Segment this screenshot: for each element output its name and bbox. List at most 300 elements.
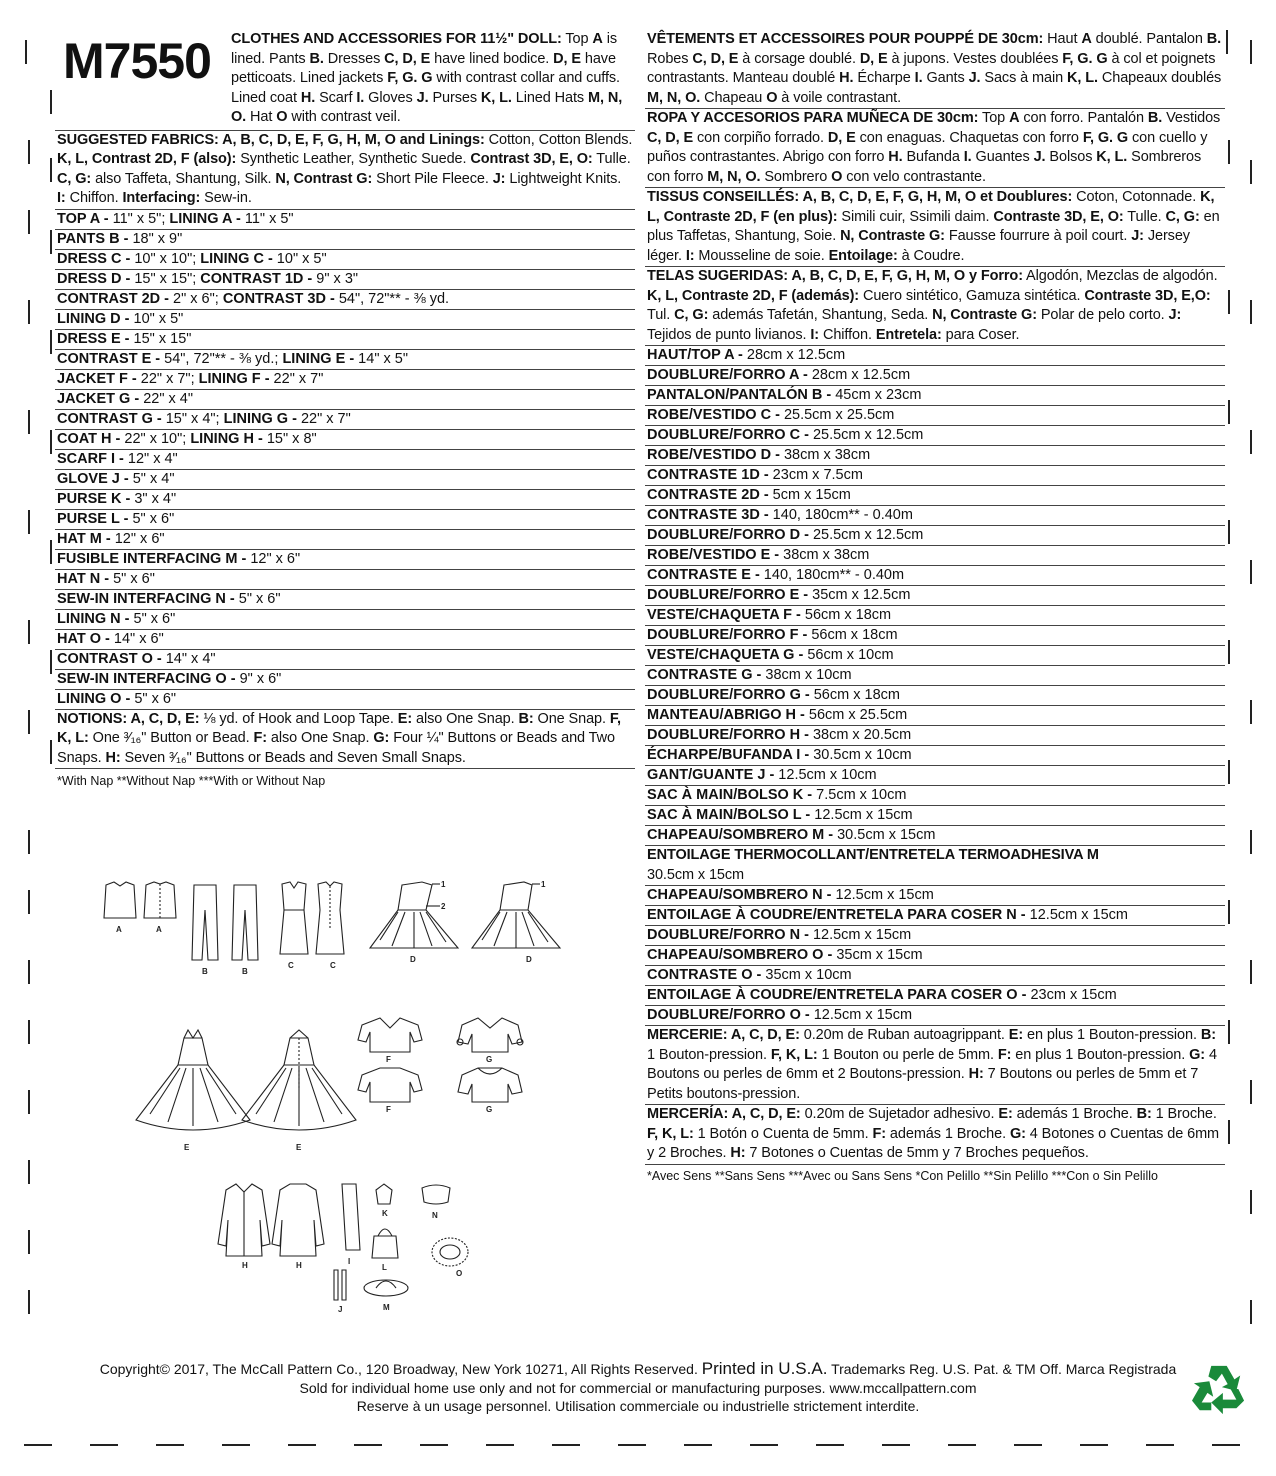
- fr-intro-part: D, E: [859, 50, 888, 67]
- margin-mark: [1228, 290, 1230, 314]
- purse-k: [376, 1184, 392, 1204]
- margin-mark: [28, 410, 30, 434]
- yardage-part: DOUBLURE/FORRO N -: [647, 927, 809, 943]
- margin-mark: [50, 230, 52, 254]
- yardage-part: 5" x 6": [129, 610, 176, 627]
- dress-c-back: [316, 882, 344, 954]
- yardage-part: SCARF I -: [57, 450, 124, 467]
- fr-fabrics-part: Coton, Cotonnade.: [1072, 189, 1201, 205]
- yardage-part: CONTRAST 1D -: [200, 270, 313, 287]
- es-fabrics-part: K, L, Contraste 2D, F (además):: [647, 287, 860, 304]
- yardage-part: 11" x 5";: [108, 210, 170, 227]
- yardage-part: 28cm x 12.5cm: [742, 347, 846, 363]
- yardage-part: CONTRAST G -: [57, 410, 162, 427]
- yardage-part: ROBE/VESTIDO C -: [647, 407, 780, 423]
- yardage-part: PANTS B -: [57, 230, 129, 247]
- yardage-part: 54", 72"** - ⅜ yd.;: [160, 350, 283, 367]
- yardage-part: 140, 180cm** - 0.40m: [759, 567, 905, 583]
- suggested-fabrics-part: Chiffon.: [65, 190, 123, 206]
- yardage-part: 14" x 6": [109, 630, 164, 647]
- yardage-part: MANTEAU/ABRIGO H -: [647, 707, 805, 723]
- fr-intro-part: Chapeau: [700, 89, 767, 106]
- notions-part: Seven ³⁄₁₆" Buttons or Beads and Seven Small Snaps.: [120, 749, 466, 766]
- entoilage-m: [645, 845, 1225, 885]
- margin-mark: [1250, 1190, 1252, 1214]
- margin-mark: [28, 890, 30, 914]
- fr-fabrics-part: C, G:: [1165, 208, 1200, 225]
- yardage-row: [645, 465, 1225, 485]
- fr-fabrics-part: Simili cuir, Ssimili daim.: [837, 208, 994, 225]
- suggested-fabrics-part: I:: [57, 190, 66, 206]
- label-e-2: E: [296, 1143, 302, 1152]
- cut-dash: [90, 1444, 118, 1446]
- fr-notions-part: B:: [1200, 1027, 1216, 1043]
- fr-notions-part: F, K, L:: [770, 1046, 818, 1063]
- left-column: [55, 30, 635, 793]
- yardage-part: 12.5cm x 15cm: [1025, 907, 1128, 923]
- yardage-part: ÉCHARPE/BUFANDA I -: [647, 747, 810, 763]
- fr-fabrics-part: à Coudre.: [897, 247, 965, 264]
- yardage-part: 38cm x 38cm: [779, 447, 871, 463]
- es-fabrics-part: Contraste 3D, E,O:: [1084, 287, 1211, 304]
- fr-notions-part: 1 Bouton-pression.: [647, 1046, 771, 1063]
- margin-mark: [50, 330, 52, 354]
- yardage-part: LINING A -: [169, 210, 241, 227]
- yardage-part: DOUBLURE/FORRO O -: [647, 1007, 810, 1023]
- intro-description-part: F, G. G: [387, 70, 433, 86]
- margin-mark: [50, 540, 52, 564]
- es-intro: [645, 108, 1225, 187]
- cut-dash: [1212, 1444, 1240, 1446]
- margin-mark: [1250, 830, 1252, 854]
- yardage-part: 38cm x 38cm: [779, 547, 870, 563]
- margin-mark: [1228, 1020, 1230, 1044]
- es-fabrics-part: Tejidos de punto livianos.: [647, 326, 811, 343]
- yardage-part: CONTRASTE O -: [647, 967, 762, 983]
- yardage-part: CONTRASTE 1D -: [647, 467, 769, 483]
- fr-intro-part: Robes: [647, 50, 693, 67]
- yardage-part: CONTRASTE E -: [647, 567, 760, 583]
- yardage-part: LINING C -: [200, 250, 273, 267]
- yardage-part: LINING O -: [57, 690, 131, 707]
- fr-fabrics-part: Fausse fourrure à poil court.: [944, 228, 1132, 244]
- es-intro-part: J.: [1033, 149, 1046, 165]
- margin-mark: [1250, 300, 1252, 324]
- margin-mark: [1226, 30, 1228, 54]
- yardage-row: [55, 429, 635, 449]
- notions-part: H:: [105, 749, 121, 766]
- es-fabrics-part: Entretela:: [875, 326, 942, 343]
- es-fabrics-part: Cuero sintético, Gamuza sintética.: [859, 287, 1085, 304]
- label-l: L: [382, 1263, 387, 1272]
- right-column: [645, 30, 1225, 1187]
- yardage-part: 14" x 5": [354, 350, 408, 367]
- fr-intro: [645, 30, 1225, 108]
- pattern-number: M7550: [63, 33, 211, 89]
- yardage-part: CONTRAST 3D -: [222, 290, 335, 307]
- top-a-front: [104, 882, 136, 918]
- yardage-part: 7.5cm x 10cm: [812, 787, 907, 803]
- yardage-part: 5" x 6": [109, 570, 155, 587]
- yardage-part: 12" x 6": [110, 530, 165, 547]
- yardage-row: [645, 885, 1225, 905]
- es-intro-part: Bufanda: [902, 149, 964, 165]
- intro-description-part: with contrast veil.: [287, 109, 401, 125]
- hat-n: [422, 1185, 450, 1204]
- yardage-part: COAT H -: [57, 430, 121, 447]
- fr-notions-part: 4 Boutons ou perles de 6mm et 2 Boutons-pression.: [647, 1046, 1217, 1082]
- yardage-part: GLOVE J -: [57, 470, 129, 487]
- yardage-part: LINING D -: [57, 310, 130, 327]
- fr-fabrics-part: Entoilage:: [828, 247, 898, 264]
- es-intro-part: con enaguas. Chaquetas con forro: [855, 129, 1083, 146]
- es-intro-part: H.: [888, 149, 903, 165]
- intro-description-part: have lined bodice.: [430, 50, 554, 67]
- yardage-part: 38cm x 10cm: [761, 667, 852, 683]
- notions-part: also One Snap.: [266, 730, 374, 746]
- yardage-part: 9" x 6": [235, 670, 282, 687]
- notions-part: NOTIONS: A, C, D, E:: [57, 710, 200, 727]
- home-use-notice-fr: Reserve à un usage personnel. Utilisation commerciale ou industrielle strictement interdite.: [356, 1398, 920, 1414]
- yardage-part: ROBE/VESTIDO D -: [647, 447, 780, 463]
- fr-notions-part: E:: [1008, 1027, 1024, 1043]
- yardage-row: [645, 545, 1225, 565]
- jacket-f-back: [358, 1068, 422, 1102]
- suggested-fabrics-part: SUGGESTED FABRICS: A, B, C, D, E, F, G, H, M, O and Linings:: [57, 131, 485, 148]
- label-h: H: [242, 1261, 248, 1270]
- yardage-part: 25.5cm x 25.5cm: [779, 407, 895, 423]
- yardage-part: DOUBLURE/FORRO F -: [647, 627, 808, 643]
- trademark-text: Trademarks Reg. U.S. Pat. & TM Off. Marca Registrada: [831, 1361, 1177, 1377]
- intro-description-part: is lined. Pants: [231, 31, 617, 67]
- fr-fabrics-part: N, Contraste G:: [840, 228, 945, 244]
- suggested-fabrics-part: K, L, Contrast 2D, F (also):: [57, 151, 237, 167]
- yardage-part: 56cm x 18cm: [807, 627, 898, 643]
- yardage-row: [55, 689, 635, 709]
- fr-intro-part: J.: [968, 70, 981, 86]
- gloves-j: [334, 1270, 346, 1300]
- es-intro-part: K, L.: [1096, 149, 1128, 165]
- fr-notions-part: MERCERIE: A, C, D, E:: [647, 1027, 800, 1043]
- yardage-part: LINING N -: [57, 610, 130, 627]
- scarf-i: [342, 1184, 360, 1250]
- yardage-part: 140, 180cm** - 0.40m: [768, 507, 913, 523]
- yardage-part: 15" x 15": [129, 330, 192, 347]
- label-2: 2: [441, 902, 446, 911]
- fr-fabrics-part: Mousseline de soie.: [694, 247, 829, 264]
- intro-description-part: C, D, E: [384, 50, 431, 67]
- es-intro-part: B.: [1147, 110, 1163, 126]
- yardage-part: 54", 72"** - ⅜ yd.: [334, 290, 450, 307]
- suggested-fabrics-part: Cotton, Cotton Blends.: [484, 131, 633, 148]
- margin-mark: [1250, 40, 1252, 64]
- yardage-row: [55, 529, 635, 549]
- metric-yardage-list-2: [645, 885, 1225, 1025]
- yardage-part: 15" x 15";: [130, 270, 201, 287]
- yardage-part: HAT N -: [57, 570, 110, 587]
- yardage-part: 23cm x 15cm: [1026, 987, 1117, 1003]
- yardage-row: [645, 685, 1225, 705]
- fr-fabrics-part: K, L, Contraste 2D, F (en plus):: [647, 189, 1215, 225]
- suggested-fabrics: [55, 130, 635, 209]
- fr-intro-part: C, D, E: [692, 50, 739, 67]
- intro-description-part: CLOTHES AND ACCESSORIES FOR 11½" DOLL:: [231, 31, 562, 47]
- cut-dash: [1080, 1444, 1108, 1446]
- yardage-row: [645, 905, 1225, 925]
- label-a: A: [116, 925, 122, 934]
- yardage-row: [645, 445, 1225, 465]
- yardage-part: 5" x 6": [128, 510, 175, 527]
- fr-intro-part: M, N, O.: [647, 89, 701, 106]
- yardage-part: CONTRAST E -: [57, 350, 161, 367]
- notions-part: Four ¼" Buttons or Beads and Two Snaps.: [57, 730, 615, 766]
- recycle-arrows: [1192, 1366, 1244, 1414]
- fr-intro-part: O: [766, 89, 778, 106]
- yardage-part: LINING F -: [198, 370, 270, 387]
- notions-part: G:: [373, 730, 390, 746]
- yardage-part: 12.5cm x 15cm: [808, 927, 912, 943]
- yardage-row: [645, 525, 1225, 545]
- yardage-row: [55, 569, 635, 589]
- intro-description-part: Gloves: [364, 89, 417, 106]
- cut-dash: [24, 1444, 52, 1446]
- entoilage-m-value: 30.5cm x 15cm: [647, 866, 745, 883]
- fr-notions-part: 7 Boutons ou perles de 5mm et 7 Petits boutons-pression.: [647, 1066, 1199, 1102]
- label-c-2: C: [330, 961, 336, 970]
- yardage-part: SEW-IN INTERFACING N -: [57, 590, 235, 607]
- es-intro-part: O: [831, 168, 843, 185]
- fr-intro-part: à col et poignets contrastants. Manteau doublé: [647, 50, 1216, 86]
- fr-fabrics: [645, 187, 1225, 266]
- intro-description-part: J.: [416, 89, 429, 106]
- yardage-part: 56cm x 18cm: [800, 607, 892, 623]
- suggested-fabrics-part: Synthetic Leather, Synthetic Suede.: [236, 151, 471, 167]
- fr-intro-part: I.: [914, 70, 923, 86]
- yardage-row: [645, 565, 1225, 585]
- notions-part: E:: [397, 710, 413, 727]
- fr-notions-part: en plus 1 Bouton-pression.: [1023, 1027, 1201, 1043]
- es-notions-part: 0.20m de Sujetador adhesivo.: [800, 1106, 999, 1122]
- label-g: G: [486, 1055, 493, 1064]
- cut-dash: [750, 1444, 778, 1446]
- yardage-part: 12" x 6": [246, 550, 301, 567]
- yardage-part: 56cm x 10cm: [803, 647, 894, 663]
- notions-part: also One Snap.: [412, 710, 519, 727]
- suggested-fabrics-part: C, G:: [57, 170, 92, 187]
- margin-mark: [1250, 430, 1252, 454]
- intro-description-part: have petticoats. Lined jackets: [231, 50, 616, 86]
- yardage-part: 14" x 4": [161, 650, 216, 667]
- yardage-part: 12.5cm x 15cm: [831, 887, 934, 903]
- es-fabrics-part: Tul.: [647, 307, 675, 323]
- yardage-row: [645, 825, 1225, 845]
- cut-dash: [882, 1444, 910, 1446]
- fr-intro-part: F, G. G: [1062, 50, 1108, 67]
- yardage-part: 45cm x 23cm: [831, 387, 922, 403]
- yardage-row: [645, 965, 1225, 985]
- yardage-row: [55, 369, 635, 389]
- label-e: E: [184, 1143, 190, 1152]
- yardage-part: 11" x 5": [240, 210, 294, 227]
- yardage-part: 12.5cm x 15cm: [809, 1007, 913, 1023]
- pants-b-front: [192, 885, 218, 960]
- dress-e-back: [242, 1030, 356, 1130]
- yardage-row: [645, 585, 1225, 605]
- yardage-row: [55, 549, 635, 569]
- cut-dash: [156, 1444, 184, 1446]
- margin-mark: [1228, 640, 1230, 664]
- yardage-part: CHAPEAU/SOMBRERO N -: [647, 887, 832, 903]
- margin-mark: [1228, 1120, 1230, 1144]
- yardage-part: 10" x 5": [129, 310, 184, 327]
- fr-notions-part: en plus 1 Bouton-pression.: [1011, 1046, 1190, 1063]
- notions-part: ⅛ yd. of Hook and Loop Tape.: [199, 710, 398, 727]
- fr-intro-part: Écharpe: [853, 70, 915, 86]
- yardage-part: 35cm x 10cm: [761, 967, 852, 983]
- label-a-2: A: [156, 925, 162, 934]
- intro-description-part: B.: [309, 50, 324, 67]
- dress-c-front: [280, 882, 308, 954]
- label-m: M: [383, 1303, 390, 1312]
- es-intro-part: Vestidos: [1162, 110, 1221, 126]
- fr-intro-part: B.: [1206, 31, 1222, 47]
- yardage-part: 5" x 4": [128, 470, 175, 487]
- suggested-fabrics-part: also Taffeta, Shantung, Silk.: [91, 170, 276, 187]
- yardage-part: 15" x 8": [262, 430, 317, 447]
- es-intro-part: con cuello y puños contrastantes. Abrigo con forro: [647, 129, 1208, 165]
- intro-description-part: Top: [561, 31, 593, 47]
- notions-part: One Snap.: [533, 710, 610, 727]
- es-fabrics-part: Algodón, Mezclas de algodón.: [1022, 268, 1218, 284]
- yardage-part: DOUBLURE/FORRO G -: [647, 687, 810, 703]
- fr-intro-part: Sacs à main: [980, 70, 1068, 86]
- yardage-part: PANTALON/PANTALÓN B -: [647, 387, 832, 403]
- yardage-row: [55, 589, 635, 609]
- margin-mark: [28, 300, 30, 324]
- es-intro-part: F, G. G: [1082, 129, 1129, 146]
- yardage-part: 5" x 6": [130, 690, 177, 707]
- yardage-row: [55, 329, 635, 349]
- copyright-footer: [0, 1360, 1276, 1416]
- fr-intro-part: à jupons. Vestes doublées: [887, 50, 1063, 67]
- es-intro-part: Bolsos: [1045, 149, 1097, 165]
- yardage-list: [55, 209, 635, 709]
- yardage-part: 12.5cm x 15cm: [810, 807, 913, 823]
- label-n: N: [432, 1211, 438, 1220]
- notions-part: B:: [518, 710, 534, 727]
- yardage-row: [645, 1005, 1225, 1025]
- yardage-part: VESTE/CHAQUETA G -: [647, 647, 804, 663]
- cut-dash: [222, 1444, 250, 1446]
- es-fabrics-part: J:: [1168, 307, 1182, 323]
- fr-fabrics-part: Jersey léger.: [647, 228, 1190, 264]
- notions: [55, 709, 635, 769]
- yardage-part: CONTRASTE 3D -: [647, 507, 769, 523]
- yardage-part: HAUT/TOP A -: [647, 347, 743, 363]
- es-notions-part: B:: [1136, 1106, 1152, 1122]
- yardage-row: [55, 649, 635, 669]
- garment-illustrations: [80, 870, 580, 1320]
- yardage-part: 22" x 10";: [120, 430, 191, 447]
- es-intro-part: ROPA Y ACCESORIOS PARA MUÑECA DE 30cm:: [647, 110, 979, 126]
- cut-dash: [354, 1444, 382, 1446]
- label-f-2: F: [386, 1105, 391, 1114]
- es-notions-part: 1 Botón o Cuenta de 5mm.: [693, 1125, 873, 1142]
- es-notions-part: F:: [872, 1125, 886, 1142]
- yardage-row: [55, 209, 635, 229]
- margin-mark: [28, 830, 30, 854]
- intro-description-part: K, L.: [480, 89, 512, 106]
- es-notions-part: G:: [1009, 1125, 1026, 1142]
- yardage-row: [645, 725, 1225, 745]
- yardage-row: [645, 365, 1225, 385]
- yardage-part: 10" x 10";: [130, 250, 201, 267]
- margin-mark: [28, 210, 30, 234]
- margin-mark: [50, 158, 52, 182]
- intro-description-part: with contrast collar and cuffs. Lined coat: [231, 70, 620, 106]
- yardage-row: [55, 389, 635, 409]
- yardage-part: CHAPEAU/SOMBRERO M -: [647, 827, 834, 843]
- notions-part: One ³⁄₁₆" Button or Bead.: [88, 730, 254, 746]
- fr-intro-part: Haut: [1043, 31, 1082, 47]
- intro-description-part: Scarf: [315, 89, 357, 106]
- es-intro-part: D, E: [827, 129, 856, 146]
- margin-mark: [25, 40, 27, 64]
- margin-mark: [1228, 400, 1230, 424]
- recycle-icon: [1190, 1362, 1248, 1416]
- yardage-row: [55, 509, 635, 529]
- yardage-part: LINING H -: [190, 430, 263, 447]
- cut-dash: [486, 1444, 514, 1446]
- label-1: 1: [441, 880, 446, 889]
- margin-mark: [28, 960, 30, 984]
- cut-dash: [1014, 1444, 1042, 1446]
- margin-mark: [28, 140, 30, 164]
- yardage-part: 56cm x 25.5cm: [804, 707, 908, 723]
- label-j: J: [338, 1305, 343, 1314]
- yardage-part: DOUBLURE/FORRO A -: [647, 367, 808, 383]
- margin-mark: [28, 1020, 30, 1044]
- yardage-part: CONTRASTE 2D -: [647, 487, 769, 503]
- intro-description: [231, 30, 635, 128]
- yardage-part: JACKET G -: [57, 390, 140, 407]
- margin-mark: [28, 1090, 30, 1114]
- yardage-part: 2" x 6";: [168, 290, 223, 307]
- yardage-part: SAC À MAIN/BOLSO K -: [647, 787, 813, 803]
- yardage-row: [645, 625, 1225, 645]
- yardage-part: VESTE/CHAQUETA F -: [647, 607, 801, 623]
- es-notions-part: además 1 Broche.: [886, 1125, 1010, 1142]
- suggested-fabrics-part: Lightweight Knits.: [505, 170, 622, 187]
- yardage-part: 12.5cm x 10cm: [774, 767, 877, 783]
- yardage-part: DOUBLURE/FORRO C -: [647, 427, 809, 443]
- suggested-fabrics-part: Short Pile Fleece.: [372, 170, 493, 187]
- yardage-row: [55, 229, 635, 249]
- suggested-fabrics-part: Sew-in.: [200, 190, 252, 206]
- yardage-part: DRESS C -: [57, 250, 131, 267]
- es-notions-part: E:: [998, 1106, 1013, 1122]
- yardage-part: PURSE K -: [57, 490, 131, 507]
- fr-intro-part: H.: [839, 70, 854, 86]
- fr-intro-part: doublé. Pantalon: [1091, 31, 1207, 47]
- intro-description-part: Purses: [428, 89, 481, 106]
- label-d-2: D: [526, 955, 532, 964]
- yardage-row: [55, 349, 635, 369]
- metric-nap-footnote: *Avec Sens **Sans Sens ***Avec ou Sans Sens *Con Pelillo **Sin Pelillo ***Con o Sin Pelillo: [645, 1164, 1225, 1187]
- es-intro-part: C, D, E: [647, 129, 694, 146]
- margin-mark: [1250, 1300, 1252, 1324]
- margin-mark: [50, 430, 52, 454]
